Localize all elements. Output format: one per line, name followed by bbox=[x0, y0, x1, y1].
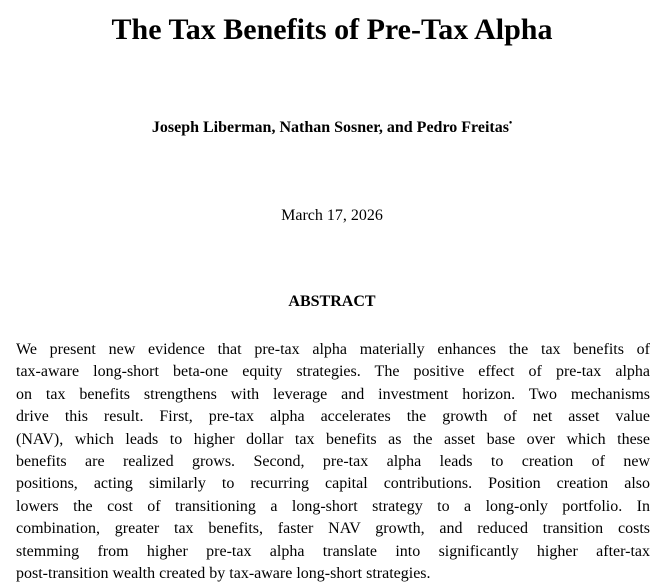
abstract-line: tax-aware long-short beta-one equity strategies. The positive effect of pre-tax alpha bbox=[16, 363, 650, 381]
abstract-line: on tax benefits strengthens with leverage and investment horizon. Two mechanisms bbox=[16, 385, 650, 403]
abstract-heading: ABSTRACT bbox=[288, 293, 376, 310]
author-list bbox=[0, 117, 664, 139]
abstract-line: (NAV), which leads to higher dollar tax benefits as the asset base over which these bbox=[16, 430, 650, 448]
abstract-line: post-transition wealth created by tax-aware long-short strategies. bbox=[16, 565, 431, 583]
author-names: Joseph Liberman, Nathan Sosner, and Pedro Freitas bbox=[151, 119, 509, 136]
author-footnote-mark: • bbox=[508, 117, 513, 128]
abstract-line: drive this result. First, pre-tax alpha accelerates the growth of net asset value bbox=[16, 408, 650, 426]
publication-date: March 17, 2026 bbox=[281, 207, 383, 224]
abstract-line: benefits are realized grows. Second, pre-tax alpha leads to creation of new bbox=[16, 453, 650, 471]
paper-title: The Tax Benefits of Pre-Tax Alpha bbox=[111, 13, 553, 46]
abstract-line: lowers the cost of transitioning a long-short strategy to a long-only portfolio. In bbox=[16, 497, 650, 515]
abstract-line: positions, acting similarly to recurring capital contributions. Position creation also bbox=[16, 475, 650, 493]
abstract-body bbox=[16, 339, 650, 585]
abstract-line: We present new evidence that pre-tax alpha materially enhances the tax benefits of bbox=[16, 341, 650, 358]
abstract-line: combination, greater tax benefits, faster NAV growth, and reduced transition costs bbox=[16, 520, 650, 538]
abstract-line: stemming from higher pre-tax alpha translate into significantly higher after-tax bbox=[16, 542, 650, 560]
